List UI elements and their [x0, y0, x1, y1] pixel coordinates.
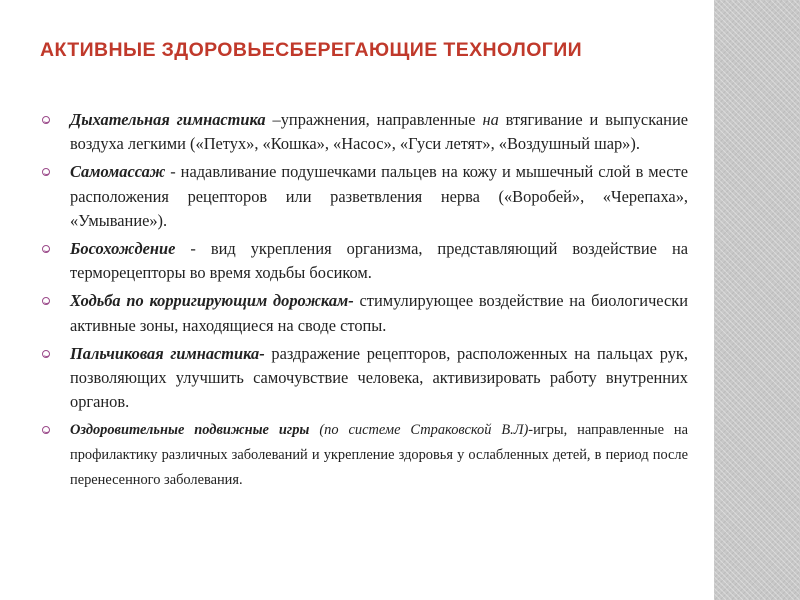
list-item-barefoot-walking — [40, 237, 688, 285]
bullet-list — [40, 108, 688, 496]
list-item-self-massage — [40, 160, 688, 233]
bullet-icon — [42, 297, 50, 305]
list-item-outdoor-games — [40, 418, 688, 492]
item-text: –упражнения, направленные — [265, 110, 483, 129]
list-item-finger-gymnastics — [40, 342, 688, 415]
item-term: Оздоровительные подвижные игры — [70, 422, 310, 439]
item-term: Ходьба по корригирующим дорожкам- — [70, 291, 354, 311]
item-text: игры, направленные на профилактику различных заболеваний и укрепление здоровья у ослабленных детей, в период после перенесенного заболевания. — [70, 422, 688, 488]
list-item-breathing-gymnastics — [40, 108, 688, 156]
bullet-icon — [42, 168, 50, 176]
bullet-icon — [42, 426, 50, 434]
item-term: Пальчиковая гимнастика- — [70, 343, 265, 363]
item-text: втягивание и выпускание воздуха легкими («Петух», «Кошка», «Насос», «Гуси летят», «Воздушный шар»). — [70, 110, 689, 154]
list-item-corrective-paths — [40, 289, 688, 337]
decorative-side-stripe — [714, 0, 800, 600]
item-term: Самомассаж — [70, 162, 166, 182]
bullet-icon — [42, 245, 50, 253]
bullet-icon — [42, 116, 50, 124]
item-text: раздражение рецепторов, расположенных на пальцах рук, позволяющих улучшить самочувствие человека, активизировать работу внутренних органов. — [70, 343, 688, 412]
item-text: - надавливание подушечками пальцев на кожу и мышечный слой в месте расположения рецепторов или разветвления нерва («Воробей», «Черепаха», «Умывание»). — [70, 162, 688, 230]
item-note: (по системе Страковской В.Л)- — [309, 422, 534, 439]
item-text: - вид укрепления организма, представляющий воздействие на терморецепторы во время ходьбы босиком. — [70, 239, 688, 283]
item-term: Дыхательная гимнастика — [70, 110, 266, 129]
item-term: Босохождение — [70, 239, 176, 259]
item-text: стимулирующее воздействие на биологически активные зоны, находящиеся на своде стопы. — [70, 291, 688, 335]
item-text-italic: на — [482, 110, 499, 129]
slide-title: АКТИВНЫЕ ЗДОРОВЬЕСБЕРЕГАЮЩИЕ ТЕХНОЛОГИИ — [40, 39, 583, 61]
bullet-icon — [42, 350, 50, 358]
